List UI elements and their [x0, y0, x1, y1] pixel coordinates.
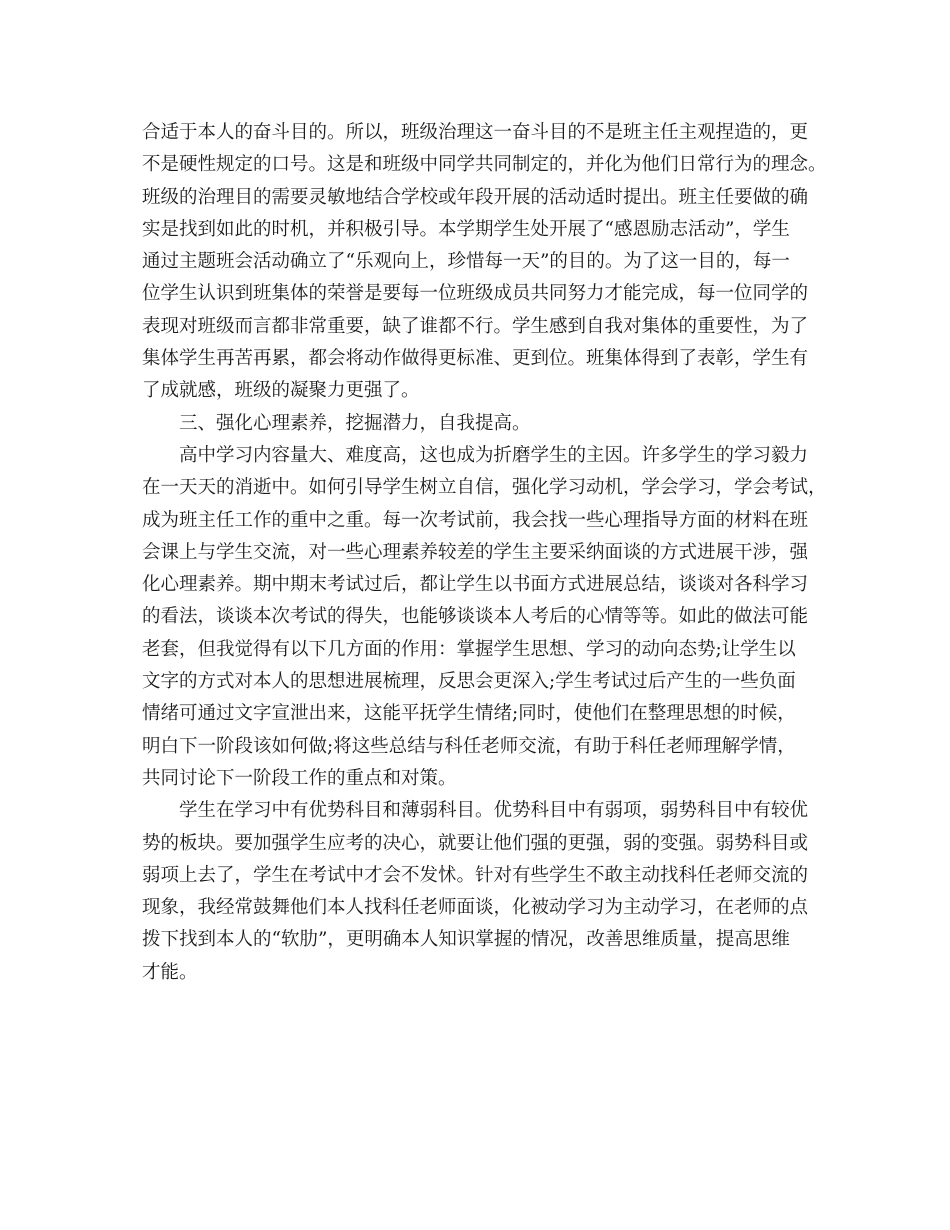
text-line: 文字的方式对本人的思想进展梳理，反思会更深入;学生考试过后产生的一些负面 [142, 671, 796, 693]
text-line: 现象，我经常鼓舞他们本人找科任老师面谈，化被动学习为主动学习，在老师的点 [142, 897, 809, 919]
text-line: 通过主题班会活动确立了“乐观向上，珍惜每一天”的目的。为了这一目的，每一 [142, 251, 790, 273]
text-line: 化心理素养。期中期末考试过后，都让学生以书面方式进展总结，谈谈对各科学习 [142, 574, 809, 596]
text-line: 成为班主任工作的重中之重。每一次考试前，我会找一些心理指导方面的材料在班 [142, 509, 809, 531]
paragraph-1 [142, 117, 827, 408]
text-line: 的看法，谈谈本次考试的得失，也能够谈谈本人考后的心情等等。如此的做法可能 [142, 606, 809, 628]
text-line: 了成就感，班级的凝聚力更强了。 [142, 380, 420, 402]
paragraph-3 [142, 440, 827, 795]
text-line: 势的板块。要加强学生应考的决心，就要让他们强的更强，弱的变强。弱势科目或 [142, 832, 809, 854]
text-line: 拨下找到本人的“软肋”，更明确本人知识掌握的情况，改善思维质量，提高思维 [142, 929, 790, 951]
heading-line: 三、强化心理素养，挖掘潜力，自我提高。 [179, 412, 531, 434]
text-line: 情绪可通过文字宣泄出来，这能平抚学生情绪;同时，使他们在整理思想的时候， [142, 703, 796, 725]
text-line: 高中学习内容量大、难度高，这也成为折磨学生的主因。许多学生的学习毅力 [179, 444, 809, 466]
text-line: 在一天天的消逝中。如何引导学生树立自信，强化学习动机，学会学习，学会考试， [142, 477, 827, 499]
text-line: 位学生认识到班集体的荣誉是要每一位班级成员共同努力才能完成，每一位同学的 [142, 283, 809, 305]
text-line: 集体学生再苦再累，都会将动作做得更标准、更到位。班集体得到了表彰，学生有 [142, 348, 809, 370]
text-line: 实是找到如此的时机，并积极引导。本学期学生处开展了“感恩励志活动”，学生 [142, 218, 790, 240]
text-line: 弱项上去了，学生在考试中才会不发怵。针对有些学生不敢主动找科任老师交流的 [142, 864, 809, 886]
text-line: 明白下一阶段该如何做;将这些总结与科任老师交流，有助于科任老师理解学情， [142, 735, 796, 757]
text-line: 不是硬性规定的口号。这是和班级中同学共同制定的，并化为他们日常行为的理念。 [142, 154, 827, 176]
text-line: 才能。 [142, 961, 198, 983]
body-text [142, 117, 827, 989]
text-line: 会课上与学生交流，对一些心理素养较差的学生主要采纳面谈的方式进展干涉，强 [142, 541, 809, 563]
text-line: 班级的治理目的需要灵敏地结合学校或年段开展的活动适时提出。班主任要做的确 [142, 186, 809, 208]
text-line: 表现对班级而言都非常重要，缺了谁都不行。学生感到自我对集体的重要性，为了 [142, 315, 809, 337]
section-heading [142, 408, 822, 440]
text-line: 老套，但我觉得有以下几方面的作用：掌握学生思想、学习的动向态势;让学生以 [142, 638, 796, 660]
text-line: 共同讨论下一阶段工作的重点和对策。 [142, 767, 457, 789]
text-line: 学生在学习中有优势科目和薄弱科目。优势科目中有弱项，弱势科目中有较优 [179, 800, 809, 822]
paragraph-4 [142, 795, 822, 989]
text-line: 合适于本人的奋斗目的。所以，班级治理这一奋斗目的不是班主任主观捏造的，更 [142, 122, 809, 143]
